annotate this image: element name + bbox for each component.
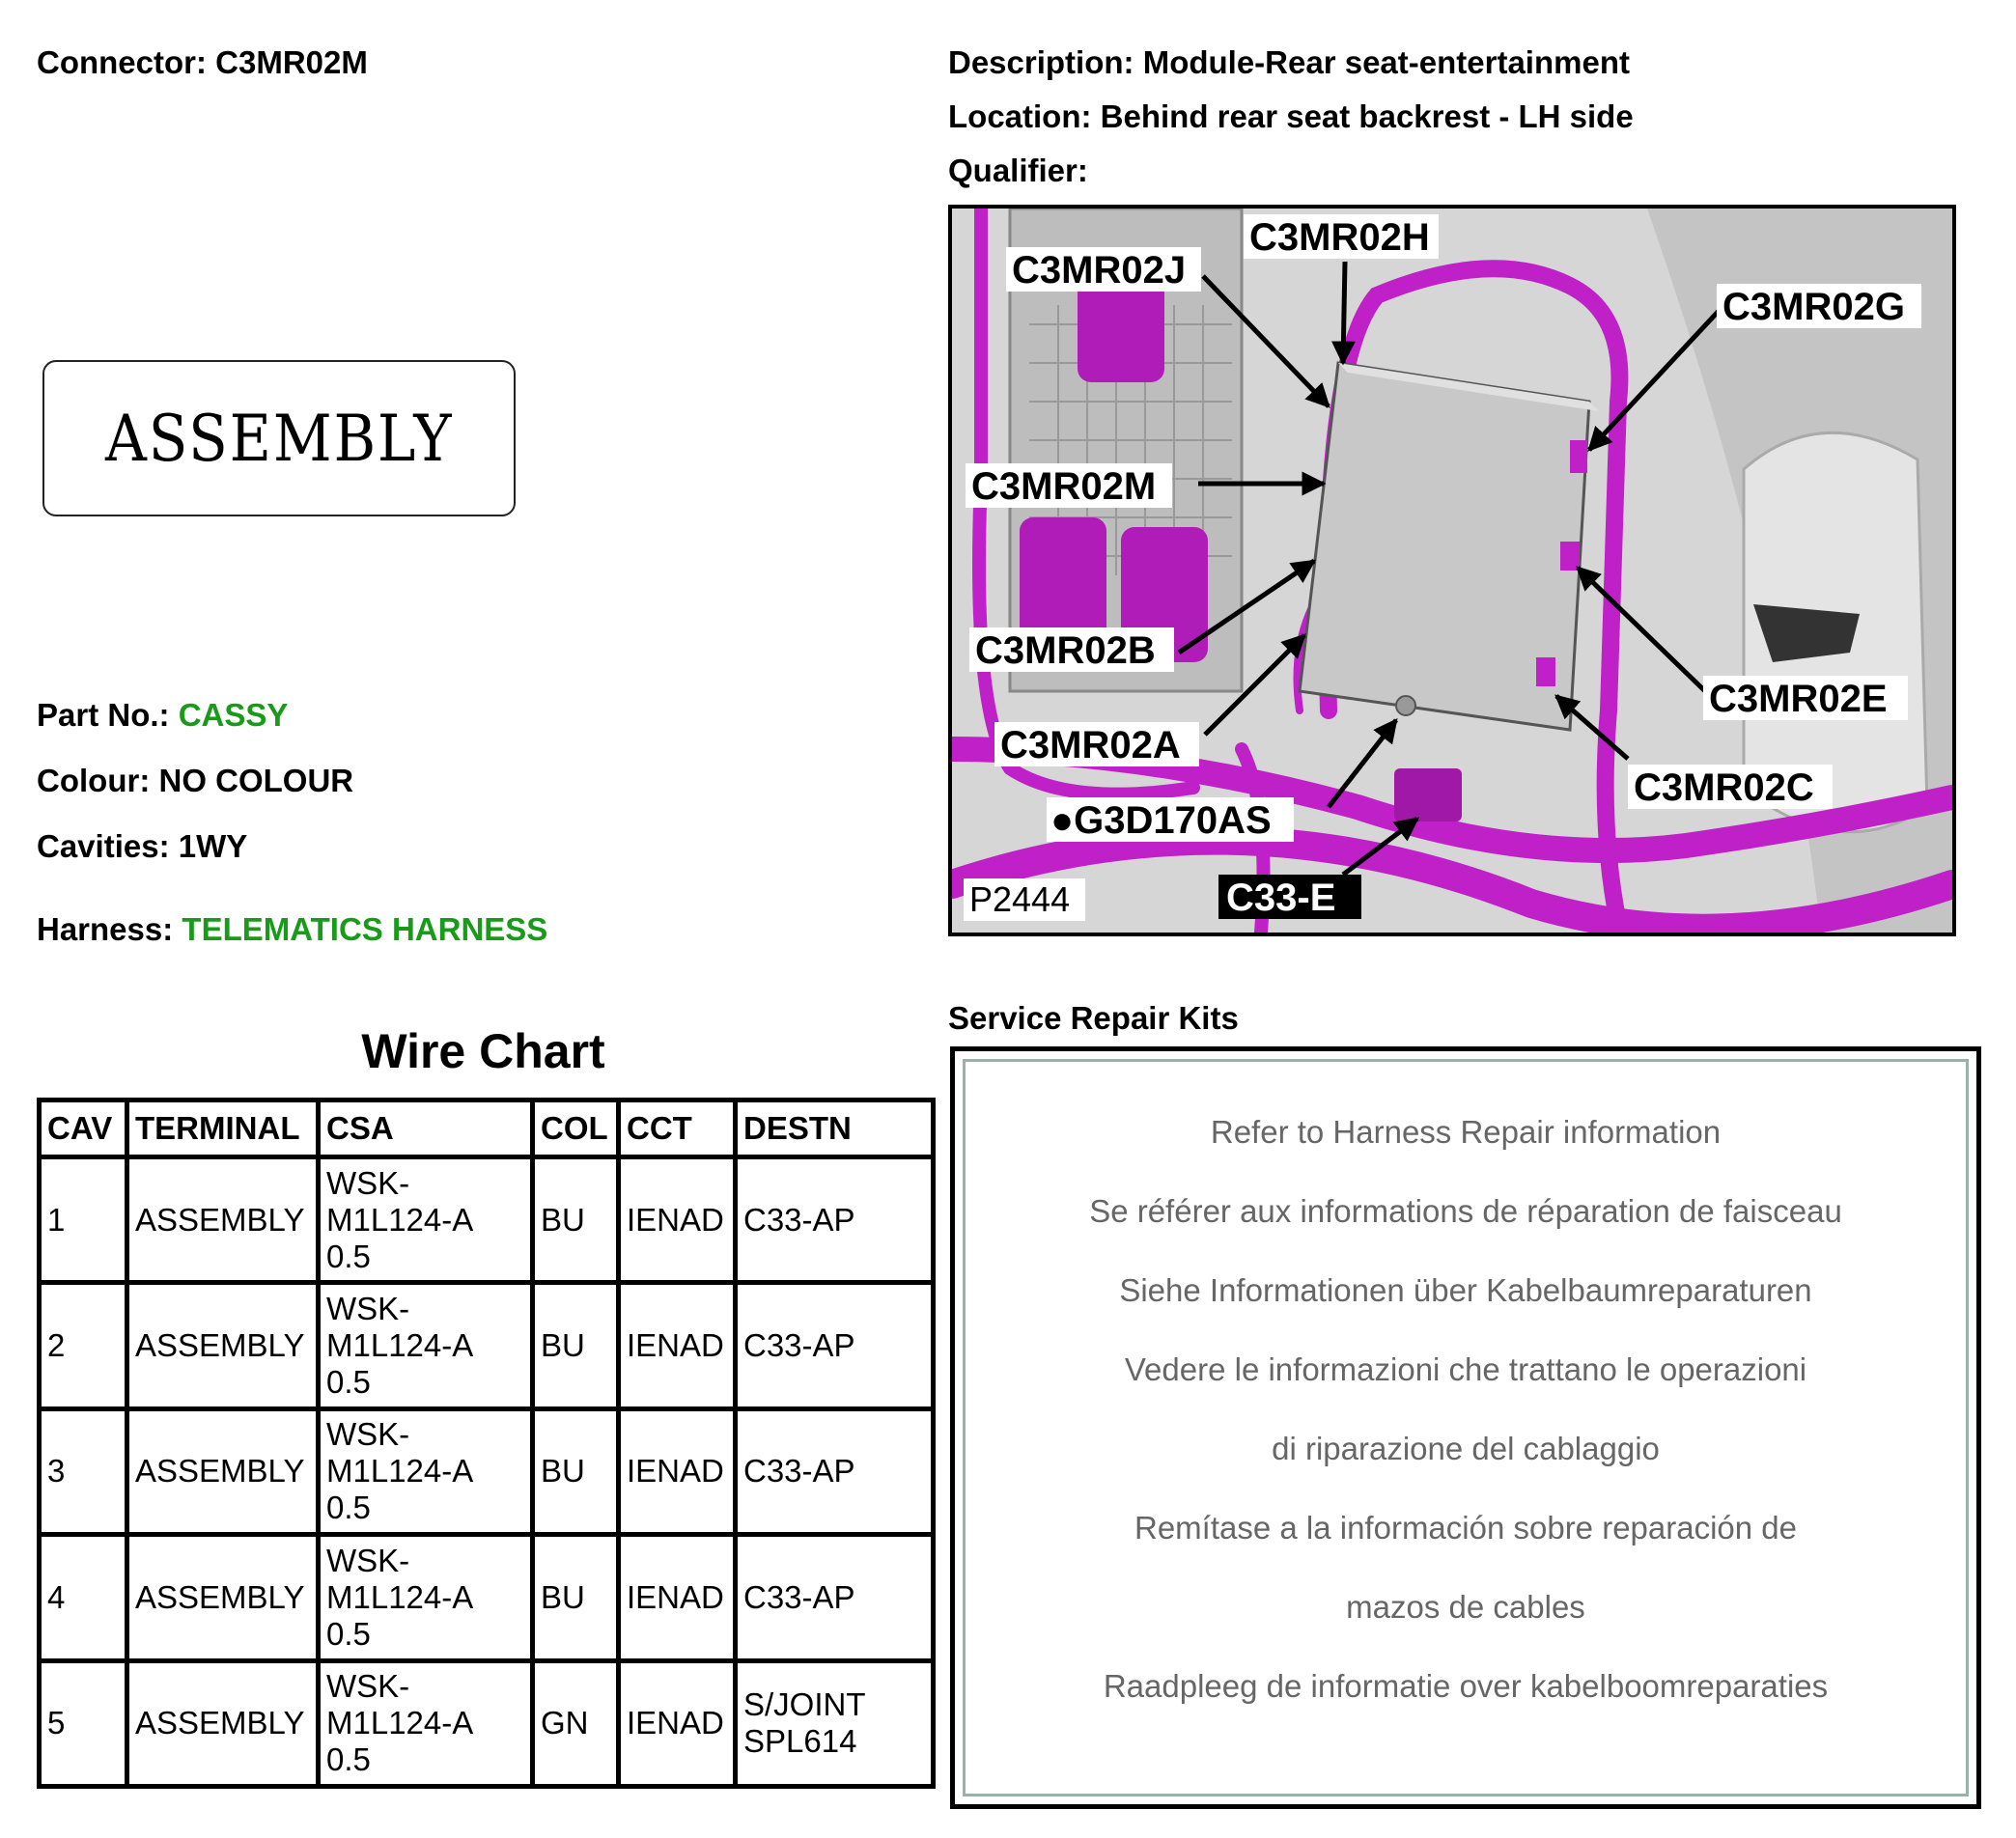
repair-text-line: Vedere le informazioni che trattano le operazioni xyxy=(1124,1351,1807,1387)
repair-text-line: Siehe Informationen über Kabelbaumreparaturen xyxy=(1119,1272,1812,1308)
cell-csa xyxy=(319,1660,533,1786)
csa-line: WSK- xyxy=(326,1668,410,1705)
description-field xyxy=(948,44,1630,81)
table-row xyxy=(40,1660,934,1786)
ground-stud-shape xyxy=(1396,696,1415,715)
column-header-csa: CSA xyxy=(319,1100,533,1157)
column-header-col: COL xyxy=(533,1100,619,1157)
fuse-connector-top-shape xyxy=(1078,276,1164,382)
cell-terminal: ASSEMBLY xyxy=(127,1283,319,1408)
csa-line: WSK- xyxy=(326,1164,410,1201)
connector-label: Connector: xyxy=(37,44,207,80)
description-value: Module-Rear seat-entertainment xyxy=(1142,44,1630,80)
cell-cav: 3 xyxy=(40,1408,127,1534)
label-c3mr02h: C3MR02H xyxy=(1249,216,1430,259)
repair-text-line: Raadpleeg de informatie over kabelboomreparaties xyxy=(1103,1668,1829,1704)
cell-terminal: ASSEMBLY xyxy=(127,1157,319,1283)
cell-destn xyxy=(736,1157,934,1283)
colour-field xyxy=(37,763,353,799)
qualifier-label: Qualifier: xyxy=(948,153,1088,188)
connector-field xyxy=(37,44,368,81)
csa-line: 0.5 xyxy=(326,1615,371,1652)
csa-line: M1L124-A xyxy=(326,1453,474,1490)
cell-destn xyxy=(736,1660,934,1786)
cell-terminal: ASSEMBLY xyxy=(127,1660,319,1786)
destn-line[interactable]: C33-AP xyxy=(743,1453,855,1490)
wire-chart-table xyxy=(37,1098,936,1789)
description-label: Description: xyxy=(948,44,1134,80)
cell-cav: 2 xyxy=(40,1283,127,1408)
wire-chart-title: Wire Chart xyxy=(361,1024,605,1078)
destn-line[interactable]: C33-AP xyxy=(743,1201,855,1238)
cell-cct: IENAD xyxy=(619,1660,736,1786)
service-repair-panel xyxy=(950,1046,1981,1809)
csa-line: M1L124-A xyxy=(326,1327,474,1364)
service-repair-inner xyxy=(963,1059,1969,1796)
csa-line: WSK- xyxy=(326,1416,410,1453)
part-no-link[interactable]: CASSY xyxy=(178,697,289,733)
csa-line: M1L124-A xyxy=(326,1201,474,1238)
plug-e-shape xyxy=(1560,542,1580,571)
cell-cav: 4 xyxy=(40,1535,127,1660)
table-row xyxy=(40,1408,934,1534)
label-c3mr02j: C3MR02J xyxy=(1012,249,1187,292)
cell-csa xyxy=(319,1535,533,1660)
repair-text-line: di riparazione del cablaggio xyxy=(1272,1431,1660,1466)
cell-col: BU xyxy=(533,1283,619,1408)
table-row xyxy=(40,1283,934,1408)
destn-line[interactable]: C33-AP xyxy=(743,1327,855,1364)
csa-line: M1L124-A xyxy=(326,1705,474,1741)
destn-line[interactable]: SPL614 xyxy=(743,1723,857,1760)
cell-destn xyxy=(736,1283,934,1408)
connector-face-image xyxy=(42,360,516,516)
destn-line[interactable]: S/JOINT xyxy=(743,1686,866,1723)
colour-value: NO COLOUR xyxy=(158,763,354,798)
cell-csa xyxy=(319,1408,533,1534)
cell-col: GN xyxy=(533,1660,619,1786)
table-header-row xyxy=(40,1100,934,1157)
location-diagram-svg xyxy=(952,209,1952,933)
cell-cct: IENAD xyxy=(619,1157,736,1283)
c33e-connector-shape xyxy=(1394,768,1462,822)
harness-label: Harness: xyxy=(37,911,174,947)
harness-field xyxy=(37,911,547,948)
cavities-value: 1WY xyxy=(178,828,248,864)
cavities-field xyxy=(37,828,247,865)
cell-col: BU xyxy=(533,1535,619,1660)
part-no-field xyxy=(37,697,288,734)
service-repair-title: Service Repair Kits xyxy=(948,1000,1239,1036)
cell-cct: IENAD xyxy=(619,1408,736,1534)
cell-cav: 5 xyxy=(40,1660,127,1786)
cell-destn xyxy=(736,1535,934,1660)
column-header-terminal: TERMINAL xyxy=(127,1100,319,1157)
location-diagram xyxy=(948,205,1956,936)
cell-csa xyxy=(319,1283,533,1408)
label-c3mr02a: C3MR02A xyxy=(1000,724,1181,766)
table-row xyxy=(40,1535,934,1660)
csa-line: WSK- xyxy=(326,1542,410,1578)
csa-line: M1L124-A xyxy=(326,1578,474,1615)
colour-label: Colour: xyxy=(37,763,151,798)
label-c33e: C33-E xyxy=(1226,877,1336,919)
figure-id: P2444 xyxy=(969,879,1071,919)
qualifier-field xyxy=(948,153,1088,189)
label-c3mr02c: C3MR02C xyxy=(1634,766,1814,809)
column-header-cav: CAV xyxy=(40,1100,127,1157)
csa-line: 0.5 xyxy=(326,1364,371,1401)
csa-line: 0.5 xyxy=(326,1238,371,1274)
csa-line: 0.5 xyxy=(326,1490,371,1526)
cell-destn xyxy=(736,1408,934,1534)
csa-line: WSK- xyxy=(326,1291,410,1327)
cell-terminal: ASSEMBLY xyxy=(127,1408,319,1534)
cell-cav: 1 xyxy=(40,1157,127,1283)
cell-col: BU xyxy=(533,1408,619,1534)
label-c3mr02m: C3MR02M xyxy=(971,465,1157,508)
label-c3mr02g: C3MR02G xyxy=(1722,286,1905,328)
label-c3mr02e: C3MR02E xyxy=(1709,678,1888,720)
repair-text-line: mazos de cables xyxy=(1346,1589,1585,1625)
cell-terminal: ASSEMBLY xyxy=(127,1535,319,1660)
connector-value: C3MR02M xyxy=(215,44,368,80)
cell-cct: IENAD xyxy=(619,1535,736,1660)
label-g3d170as: ●G3D170AS xyxy=(1050,799,1272,842)
part-no-label: Part No.: xyxy=(37,697,170,733)
plug-g-shape xyxy=(1570,440,1587,473)
destn-line[interactable]: C33-AP xyxy=(743,1578,855,1615)
plug-c-shape xyxy=(1536,657,1555,686)
location-field xyxy=(948,98,1634,135)
assembly-text: ASSEMBLY xyxy=(104,401,454,476)
repair-text-line: Remítase a la información sobre reparación de xyxy=(1134,1510,1798,1546)
column-header-destn: DESTN xyxy=(736,1100,934,1157)
table-row xyxy=(40,1157,934,1283)
location-value: Behind rear seat backrest - LH side xyxy=(1100,98,1634,134)
csa-line: 0.5 xyxy=(326,1741,371,1778)
column-header-cct: CCT xyxy=(619,1100,736,1157)
cell-cct: IENAD xyxy=(619,1283,736,1408)
cell-col: BU xyxy=(533,1157,619,1283)
cavities-label: Cavities: xyxy=(37,828,170,864)
cell-csa xyxy=(319,1157,533,1283)
label-c3mr02b: C3MR02B xyxy=(975,629,1156,672)
repair-text-line: Refer to Harness Repair information xyxy=(1210,1114,1722,1150)
repair-text-line: Se référer aux informations de réparation de faisceau xyxy=(1089,1193,1842,1229)
harness-link[interactable]: TELEMATICS HARNESS xyxy=(182,911,548,947)
location-label: Location: xyxy=(948,98,1092,134)
